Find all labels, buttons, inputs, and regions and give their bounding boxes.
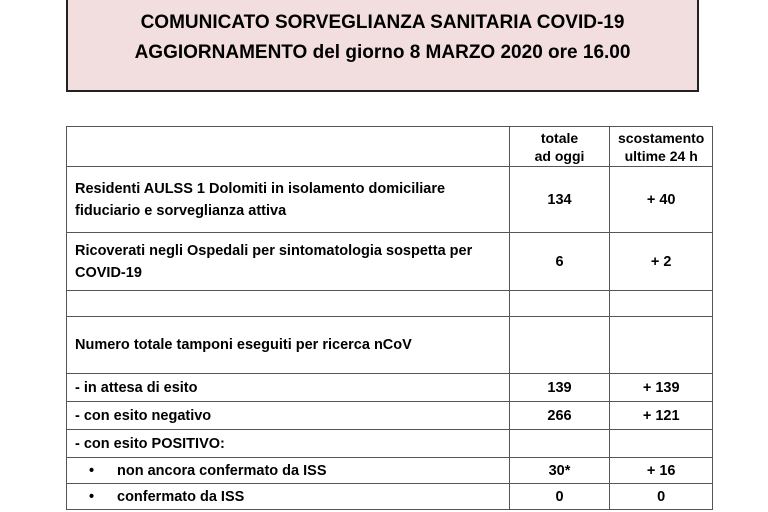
table-row (67, 317, 713, 374)
positivo-title: - con esito POSITIVO: (67, 430, 510, 458)
title-line-1: COMUNICATO SORVEGLIANZA SANITARIA COVID-19 (140, 12, 625, 33)
cell-ricoverati-totale: 6 (510, 233, 610, 291)
row-label-confermato: • confermato da ISS (67, 484, 510, 510)
cell-residenti-scostamento: + 40 (610, 167, 713, 233)
column-header-totale: totale ad oggi (510, 127, 610, 167)
cell-attesa-totale: 139 (510, 374, 610, 402)
bullet-icon: • (89, 462, 95, 479)
bullet-icon: • (89, 488, 95, 505)
cell-attesa-scostamento: + 139 (610, 374, 713, 402)
table-row (67, 233, 713, 291)
row-label-ricoverati: Ricoverati negli Ospedali per sintomatologia sospetta per COVID-19 (67, 233, 510, 291)
table-row-empty (67, 291, 713, 317)
cell-negativo-totale: 266 (510, 402, 610, 430)
row-label-residenti: Residenti AULSS 1 Dolomiti in isolamento domiciliare fiduciario e sorveglianza attiva (67, 167, 510, 233)
covid-table (66, 126, 713, 510)
table-row (67, 402, 713, 430)
table-row (67, 458, 713, 484)
row-label-attesa: - in attesa di esito (67, 374, 510, 402)
row-label-non-confermato: • non ancora confermato da ISS (67, 458, 510, 484)
table-row (67, 484, 713, 510)
cell-confermato-totale: 0 (510, 484, 610, 510)
cell-residenti-totale: 134 (510, 167, 610, 233)
title-line-2: AGGIORNAMENTO del giorno 8 MARZO 2020 ore 16.00 (134, 42, 631, 63)
header-box (66, 0, 699, 92)
cell-ricoverati-scostamento: + 2 (610, 233, 713, 291)
column-header-scostamento: scostamento ultime 24 h (610, 127, 713, 167)
cell-non-confermato-totale: 30* (510, 458, 610, 484)
cell-non-confermato-scostamento: + 16 (610, 458, 713, 484)
table-header-row (67, 127, 713, 167)
cell-confermato-scostamento: 0 (610, 484, 713, 510)
table-row (67, 430, 713, 458)
table-row (67, 167, 713, 233)
cell-negativo-scostamento: + 121 (610, 402, 713, 430)
tamponi-title: Numero totale tamponi eseguiti per ricerca nCoV (67, 317, 510, 374)
row-label-negativo: - con esito negativo (67, 402, 510, 430)
table-row (67, 374, 713, 402)
